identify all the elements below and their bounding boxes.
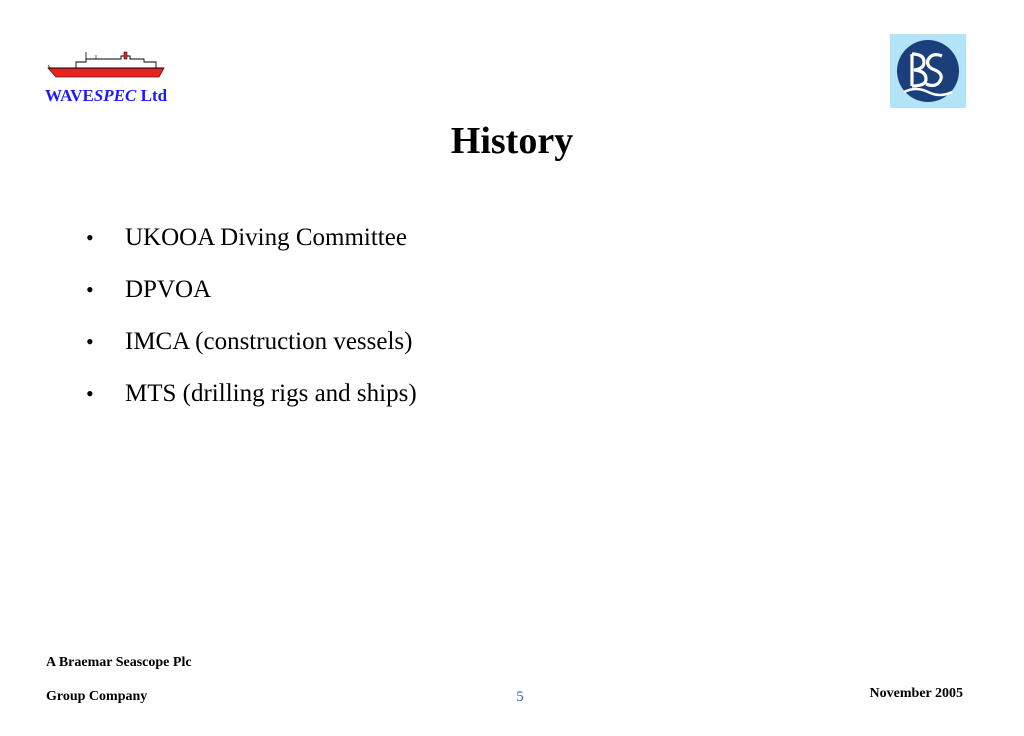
page-number: 5 [516,689,524,705]
bullet-text: IMCA (construction vessels) [125,328,413,355]
ship-icon [46,48,166,80]
bullet-item [86,220,417,256]
bullet-item [86,272,417,308]
bullet-text: DPVOA [125,276,212,303]
footer-date: November 2005 [869,686,963,701]
bullet-item [86,376,417,412]
bullet-marker: • [86,381,94,406]
bullet-marker: • [86,225,94,250]
company-brand [45,86,167,106]
bullet-item [86,324,417,360]
bullet-marker: • [86,277,94,302]
footer-company-line2: Group Company [46,689,148,704]
bullet-text: MTS (drilling rigs and ships) [125,380,417,407]
footer-company-line1: A Braemar Seascope Plc [46,655,192,670]
footer-company [46,654,192,722]
brand-ltd: Ltd [136,86,168,105]
slide-title: History [450,120,574,162]
bullet-list [86,220,417,428]
brand-wave: WAVE [45,86,94,105]
brand-spec: SPEC [93,86,137,105]
bullet-text: UKOOA Diving Committee [125,224,407,251]
bs-monogram-icon [890,34,966,108]
bullet-marker: • [86,329,94,354]
